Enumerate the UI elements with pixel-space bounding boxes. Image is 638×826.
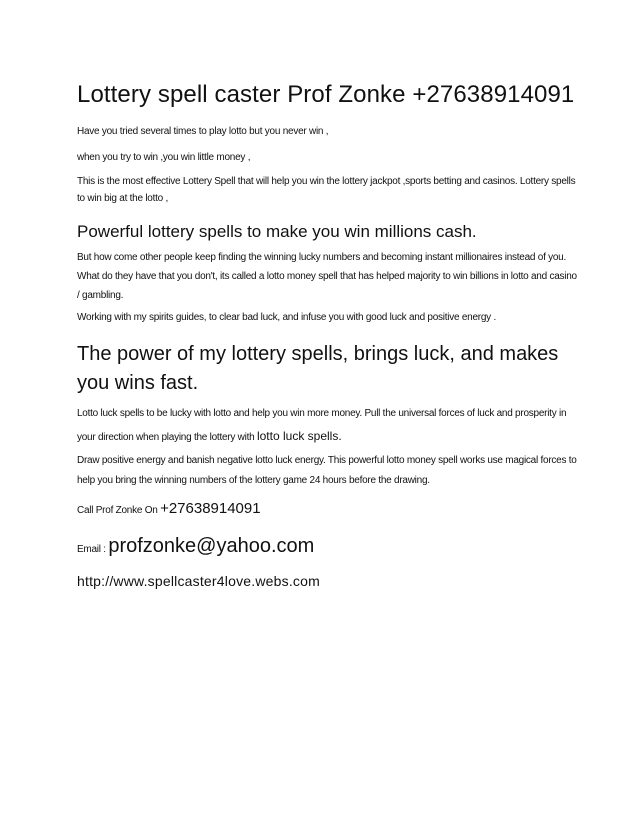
- call-line: [77, 497, 577, 523]
- section1-heading: Powerful lottery spells to make you win millions cash.: [77, 222, 477, 241]
- phone-number: +27638914091: [160, 500, 261, 517]
- intro-line-3: This is the most effective Lottery Spell that will help you win the lottery jackpot ,sports betting and casinos. Lottery spells to win big at the lotto ,: [77, 176, 576, 204]
- section1-paragraph-2: Working with my spirits guides, to clear bad luck, and infuse you with good luck and positive energy .: [77, 312, 496, 323]
- section2-paragraph-1: [77, 402, 577, 449]
- website-link[interactable]: http://www.spellcaster4love.webs.com: [77, 573, 320, 589]
- section1-paragraph-1: But how come other people keep finding the winning lucky numbers and becoming instant millionaires instead of you. What do they have that you don't, its called a lotto money spell that has helped majority to win billions in lotto and casino / gambling.: [77, 252, 577, 301]
- intro-line-2: when you try to win ,you win little money ,: [77, 152, 251, 163]
- page-title: Lottery spell caster Prof Zonke +27638914091: [77, 81, 575, 108]
- email-line: [77, 532, 577, 564]
- intro-line-1: Have you tried several times to play lotto but you never win ,: [77, 126, 329, 137]
- email-label: Email :: [77, 544, 109, 555]
- email-address: profzonke@yahoo.com: [108, 535, 315, 557]
- section2-paragraph-2: Draw positive energy and banish negative lotto luck energy. This powerful lotto money spell works use magical forces to help you bring the winning numbers of the lottery game 24 hours before the drawing.: [77, 455, 577, 486]
- section2-heading: The power of my lottery spells, brings luck, and makes you wins fast.: [77, 343, 559, 394]
- section2-paragraph-1-text: Lotto luck spells to be lucky with lotto and help you win more money. Pull the universal forces of luck and prosperity in your direction when playing the lottery with: [77, 408, 567, 443]
- call-label: Call Prof Zonke On: [77, 505, 161, 516]
- lotto-luck-spells-text: lotto luck spells: [256, 429, 339, 443]
- section2-paragraph-1-end: .: [338, 429, 342, 443]
